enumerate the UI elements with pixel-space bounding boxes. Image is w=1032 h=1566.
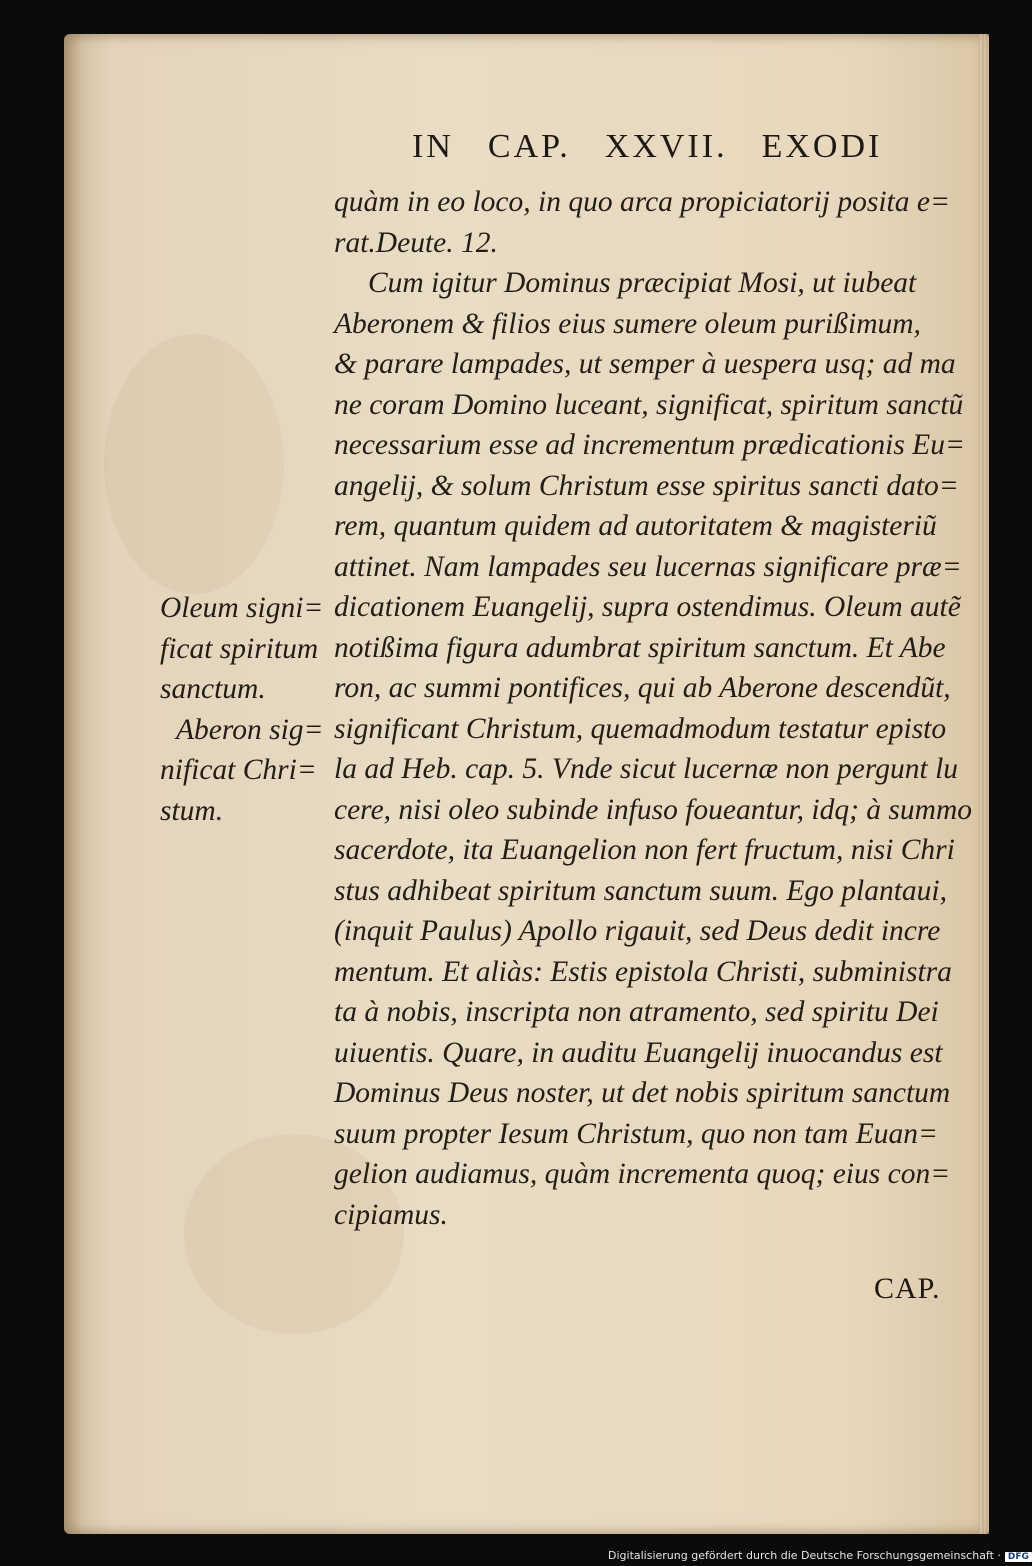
text-line: la ad Heb. cap. 5. Vnde sicut lucernæ non pergunt lu	[334, 753, 959, 785]
text-line: cipiamus.	[334, 1198, 448, 1231]
running-head-word: XXVII.	[604, 128, 728, 165]
margin-note-line: nificat Chri=	[160, 754, 317, 786]
text-line: Cum igitur Dominus præcipiat Mosi, ut iubeat	[368, 267, 917, 299]
margin-note-line: Aberon sig=	[176, 713, 324, 746]
margin-note-line: Oleum signi=	[160, 592, 324, 624]
text-line: Aberonem & filios eius sumere oleum purißimum,	[334, 307, 921, 340]
text-line: ne coram Domino luceant, significat, spiritum sanctũ	[334, 388, 964, 421]
running-head	[412, 128, 912, 166]
text-line: (inquit Paulus) Apollo rigauit, sed Deus dedit incre	[334, 915, 941, 947]
running-head-word: CAP.	[487, 128, 571, 165]
paper-stain	[104, 334, 284, 594]
catchword: CAP.	[874, 1272, 941, 1305]
running-head-word: IN	[412, 128, 454, 165]
text-line: notißima figura adumbrat spiritum sanctum. Et Abe	[334, 631, 946, 664]
text-line: attinet. Nam lampades seu lucernas significare præ=	[334, 550, 962, 583]
marginal-notes	[160, 588, 330, 831]
text-line: uiuentis. Quare, in auditu Euangelij inuocandus est	[334, 1036, 943, 1069]
text-line: ron, ac summi pontifices, qui ab Aberone descendũt,	[334, 672, 951, 704]
text-line: mentum. Et aliàs: Estis epistola Christi, subministra	[334, 955, 952, 988]
text-line: angelij, & solum Christum esse spiritus sancti dato=	[334, 469, 959, 502]
digitization-footer	[608, 1549, 1032, 1562]
main-text-block	[334, 182, 973, 1235]
text-line: Dominus Deus noster, ut det nobis spiritum sanctum	[334, 1077, 951, 1109]
footer-text: Digitalisierung gefördert durch die Deutsche Forschungsgemeinschaft ·	[608, 1549, 1001, 1562]
text-line: rat.Deute. 12.	[334, 226, 498, 259]
text-line: suum propter Iesum Christum, quo non tam Euan=	[334, 1117, 938, 1150]
margin-note-line: stum.	[160, 794, 224, 827]
text-line: dicationem Euangelij, supra ostendimus. Oleum autẽ	[334, 591, 961, 623]
page-edge	[979, 34, 989, 1534]
text-line: quàm in eo loco, in quo arca propiciatorij posita e=	[334, 186, 950, 218]
text-line: rem, quantum quidem ad autoritatem & magisteriũ	[334, 510, 937, 542]
text-line: & parare lampades, ut semper à uespera usq; ad ma	[334, 348, 956, 380]
text-line: necessarium esse ad incrementum prædicationis Eu=	[334, 429, 965, 461]
running-head-word: EXODI	[761, 128, 883, 165]
margin-note-line: sanctum.	[160, 673, 266, 705]
text-line: ta à nobis, inscripta non atramento, sed spiritu Dei	[334, 996, 939, 1028]
text-line: sacerdote, ita Euangelion non fert fructum, nisi Chri	[334, 834, 955, 866]
text-line: cere, nisi oleo subinde infuso foueantur, idq; à summo	[334, 793, 973, 826]
text-line: stus adhibeat spiritum sanctum suum. Ego plantaui,	[334, 874, 947, 907]
text-line: significant Christum, quemadmodum testatur episto	[334, 712, 947, 745]
dfg-logo: DFG	[1005, 1552, 1032, 1562]
text-line: gelion audiamus, quàm incrementa quoq; eius con=	[334, 1158, 951, 1190]
margin-note-line: ficat spiritum	[160, 632, 319, 665]
